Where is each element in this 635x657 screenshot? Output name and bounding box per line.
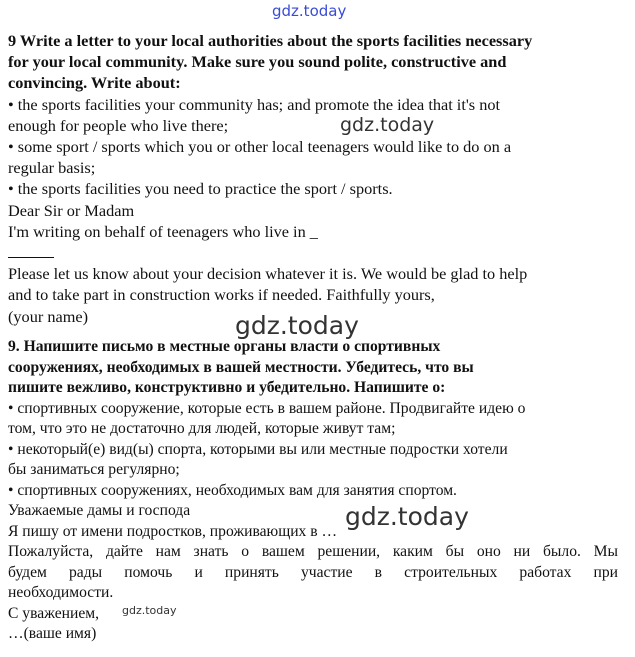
task-line: for your local community. Make sure you sound polite, constructive and <box>8 52 507 72</box>
watermark: gdz.today <box>122 604 177 617</box>
english-section <box>8 30 618 327</box>
letter-greeting: Dear Sir or Madam <box>8 200 135 220</box>
blank-line <box>8 251 54 258</box>
bullet-continuation: enough for people who live there; <box>8 115 229 135</box>
task-line: сооружениях, необходимых в вашей местности. Убедитесь, что вы <box>8 358 474 376</box>
letter-closing: будем рады помочь и принять участие в строительных работах при <box>8 563 618 581</box>
bullet-continuation: том, что это не достаточно для людей, которые живут там; <box>8 420 396 437</box>
bullet-item: • спортивных сооружение, которые есть в вашем районе. Продвигайте идею о <box>8 399 526 417</box>
letter-intro: I'm writing on behalf of teenagers who live in _ <box>8 221 318 241</box>
signature-placeholder: …(ваше имя) <box>8 625 97 642</box>
letter-closing: Пожалуйста, дайте нам знать о вашем решении, каким бы оно ни было. Мы <box>8 543 618 560</box>
task-line: пишите вежливо, конструктивно и убедительно. Напишите о: <box>8 379 446 396</box>
bullet-continuation: бы заниматься регулярно; <box>8 461 180 478</box>
letter-sign-off: С уважением, <box>8 604 100 622</box>
task-heading: 9. Напишите письмо в местные органы власти о спортивных <box>8 338 441 355</box>
watermark: gdz.today <box>345 502 469 531</box>
letter-closing: and to take part in construction works if needed. Faithfully yours, <box>8 285 435 305</box>
watermark-top: gdz.today <box>272 2 347 20</box>
watermark: gdz.today <box>340 114 435 136</box>
letter-closing: необходимости. <box>8 584 114 601</box>
bullet-item: • the sports facilities your community has; and promote the idea that it's not <box>8 94 500 114</box>
letter-intro: Я пишу от имени подростков, проживающих в … <box>8 522 338 540</box>
bullet-item: • некоторый(е) вид(ы) спорта, которыми вы или местные подростки хотели <box>8 440 508 458</box>
bullet-continuation: regular basis; <box>8 158 96 178</box>
fill-in-blank <box>8 242 618 263</box>
bullet-item: • the sports facilities you need to practice the sport / sports. <box>8 179 393 199</box>
task-line: convincing. Write about: <box>8 73 181 93</box>
bullet-item: • some sport / sports which you or other local teenagers would like to do on a <box>8 137 512 157</box>
letter-closing: Please let us know about your decision whatever it is. We would be glad to help <box>8 264 528 284</box>
task-heading: 9 Write a letter to your local authorities about the sports facilities necessary <box>8 31 533 50</box>
watermark: gdz.today <box>235 311 359 340</box>
document-page <box>8 0 626 657</box>
letter-greeting: Уважаемые дамы и господа <box>8 502 191 519</box>
bullet-item: • спортивных сооружениях, необходимых вам для занятия спортом. <box>8 481 457 499</box>
russian-section <box>8 337 618 645</box>
signature-placeholder: (your name) <box>8 306 89 326</box>
